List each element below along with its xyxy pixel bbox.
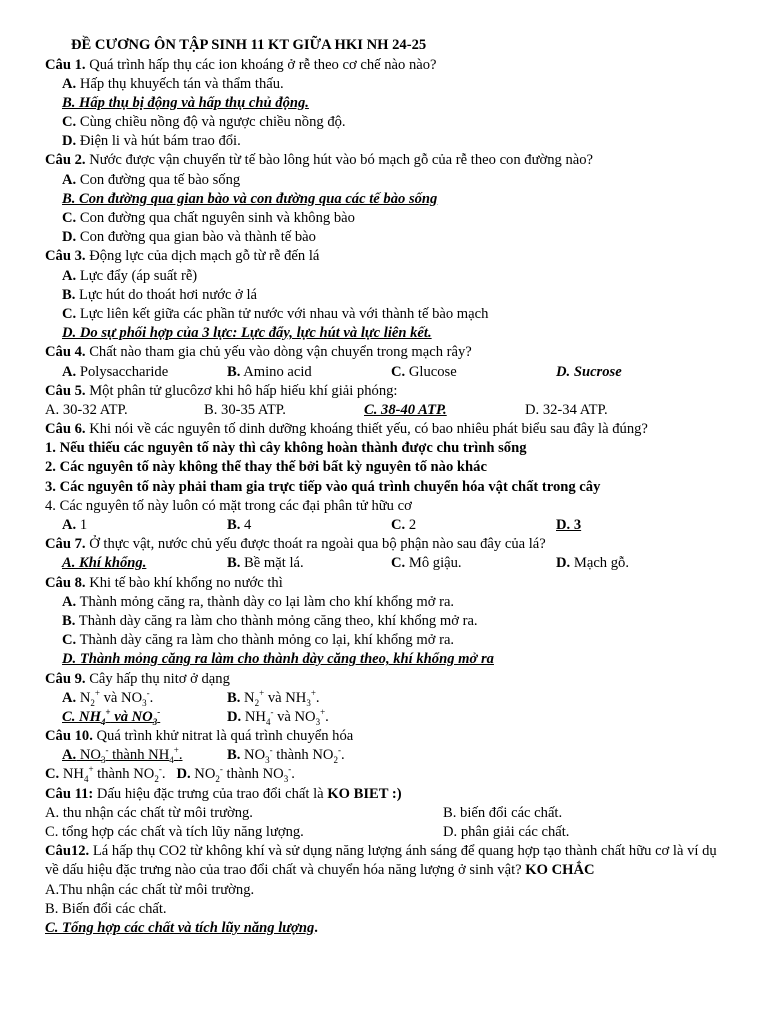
q2-option-c: C. Con đường qua chất nguyên sinh và không bào xyxy=(62,210,355,226)
q11-option-a: A. thu nhận các chất từ môi trường. xyxy=(45,804,253,821)
q6-statement-3: 3. Các nguyên tố này phải tham gia trực tiếp vào quá trình chuyển hóa vật chất trong cây xyxy=(45,478,601,495)
q10-options-row-1 xyxy=(45,746,730,765)
q5-option-a: A. 30-32 ATP. xyxy=(45,401,128,418)
document-page xyxy=(45,36,730,938)
q8-option-c: C. Thành dày căng ra làm cho thành mỏng co lại, khí khổng mở ra. xyxy=(62,632,455,649)
q7-option-a-answer: A. Khí khổng. xyxy=(62,555,147,572)
q9-option-c-answer: C. $NH_4^+$ và $NO_3^-$ xyxy=(62,707,161,727)
question-7: Câu 7. Ở thực vật, nước chủ yếu được thoát ra ngoài qua bộ phận nào sau đây của lá? xyxy=(45,536,546,553)
q3-option-c: C. Lực liên kết giữa các phần tử nước với nhau và với thành tế bào mạch xyxy=(62,305,489,322)
q5-option-b: B. 30-35 ATP. xyxy=(204,401,286,418)
q1-option-c: C. Cùng chiều nồng độ và ngược chiều nồng độ. xyxy=(62,114,346,131)
q4-options xyxy=(45,363,730,382)
q6-statement-4: 4. Các nguyên tố này luôn có mặt trong các đại phân tử hữu cơ xyxy=(45,497,412,514)
q1-option-b-answer: B. Hấp thụ bị động và hấp thụ chủ động. xyxy=(62,94,309,111)
q6-option-a: A. 1 xyxy=(62,517,88,533)
q12-option-b: B. Biến đổi các chất. xyxy=(45,900,167,917)
q9-option-d: D. $NH_4^-$ và $NO_3^+$. xyxy=(227,707,329,727)
q11-options-row-2 xyxy=(45,823,730,842)
q10-option-d: D. $NO_2^-$ thành $NO_3^-$. xyxy=(176,764,295,785)
q6-options xyxy=(45,516,730,535)
q11-options-row-1 xyxy=(45,804,730,823)
q5-option-d: D. 32-34 ATP. xyxy=(525,401,608,418)
q6-statement-1: 1. Nếu thiếu các nguyên tố này thì cây không hoàn thành được chu trình sống xyxy=(45,440,527,457)
question-3: Câu 3. Động lực của dịch mạch gỗ từ rễ đến lá xyxy=(45,248,320,265)
q12-option-a: A.Thu nhận các chất từ môi trường. xyxy=(45,881,255,898)
q6-option-c: C. 2 xyxy=(391,517,417,533)
q7-options xyxy=(45,554,730,573)
q9-options-row-2 xyxy=(45,708,730,727)
q4-option-a: A. Polysaccharide xyxy=(62,363,169,380)
q11-option-d: D. phân giải các chất. xyxy=(443,824,570,840)
q5-options xyxy=(45,401,730,420)
question-5: Câu 5. Một phân tử glucôzơ khi hô hấp hiếu khí giải phóng: xyxy=(45,382,398,399)
question-11: Câu 11: Dấu hiệu đặc trưng của trao đổi chất là KO BIET :) xyxy=(45,785,402,802)
q10-option-b: B. $NO_3^-$ thành $NO_2^-$. xyxy=(227,745,345,766)
q8-option-d-answer: D. Thành mỏng căng ra làm cho thành dày căng theo, khí khổng mở ra xyxy=(62,651,494,668)
q8-option-b: B. Thành dày căng ra làm cho thành mỏng căng theo, khí khổng mở ra. xyxy=(62,612,478,629)
q4-option-b: B. Amino acid xyxy=(227,363,312,380)
q6-option-b: B. 4 xyxy=(227,517,252,533)
question-1: Câu 1. Quá trình hấp thụ các ion khoáng ở rễ theo cơ chế nào nào? xyxy=(45,56,437,73)
q2-option-d: D. Con đường qua gian bào và thành tế bào xyxy=(62,229,316,246)
q9-options-row-1 xyxy=(45,689,730,708)
q2-option-b-answer: B. Con đường qua gian bào và con đường qua các tế bào sống xyxy=(62,190,438,207)
q10-option-c: C. $NH_4^+$ thành $NO_2^-$. xyxy=(45,764,166,785)
q10-options-row-2 xyxy=(45,765,730,784)
q7-option-c: C. Mô giậu. xyxy=(391,555,462,572)
q1-option-a: A. Hấp thụ khuyếch tán và thẩm thấu. xyxy=(62,75,284,92)
question-2: Câu 2. Nước được vận chuyển từ tế bào lông hút vào bó mạch gỗ của rễ theo con đường nào? xyxy=(45,152,594,169)
q7-option-d: D. Mạch gỗ. xyxy=(556,555,629,572)
q4-option-c: C. Glucose xyxy=(391,363,457,380)
q11-option-b: B. biến đổi các chất. xyxy=(443,804,563,821)
q3-option-d-answer: D. Do sự phối hợp của 3 lực: Lực đẩy, lực hút và lực liên kết. xyxy=(62,325,432,342)
q12-option-c-answer: C. Tổng hợp các chất và tích lũy năng lượng. xyxy=(45,919,318,936)
q10-option-a-answer: A. $NO_3^-$ thành $NH_4^+$. xyxy=(62,745,183,766)
q1-option-d: D. Điện li và hút bám trao đổi. xyxy=(62,133,241,150)
question-4: Câu 4. Chất nào tham gia chủ yếu vào dòng vận chuyển trong mạch rây? xyxy=(45,344,472,361)
q6-statement-2: 2. Các nguyên tố này không thể thay thế bởi bất kỳ nguyên tố nào khác xyxy=(45,459,487,476)
q2-option-a: A. Con đường qua tế bào sống xyxy=(62,171,241,188)
document-title: ĐỀ CƯƠNG ÔN TẬP SINH 11 KT GIỮA HKI NH 24-25 xyxy=(71,37,427,53)
q3-option-a: A. Lực đẩy (áp suất rễ) xyxy=(62,267,198,284)
q9-option-a: A. $N_2^+$ và $NO_3^-$. xyxy=(62,687,154,708)
q9-option-b: B. $N_2^+$ và $NH_3^+$. xyxy=(227,687,320,708)
question-12: Câu12. Lá hấp thụ CO2 từ không khí và sử dụng năng lượng ánh sáng để quang hợp tạo thành chất hữu cơ là ví dụ về dấu hiệu đặc trưng nào của trao đổi chất và chuyển hóa năng lượng ở sinh vật? KO CHẮC xyxy=(45,843,717,879)
question-8: Câu 8. Khi tế bào khí khổng no nước thì xyxy=(45,574,283,591)
q4-option-d-answer: D. Sucrose xyxy=(556,363,622,380)
question-9: Câu 9. Cây hấp thụ nitơ ở dạng xyxy=(45,670,230,687)
question-6: Câu 6. Khi nói về các nguyên tố dinh dưỡng khoáng thiết yếu, có bao nhiêu phát biểu sau đây là đúng? xyxy=(45,421,648,438)
q3-option-b: B. Lực hút do thoát hơi nước ở lá xyxy=(62,286,258,303)
q11-option-c: C. tổng hợp các chất và tích lũy năng lượng. xyxy=(45,824,304,840)
q7-option-b: B. Bề mặt lá. xyxy=(227,555,304,572)
q8-option-a: A. Thành mỏng căng ra, thành dày co lại làm cho khí khổng mở ra. xyxy=(62,593,455,610)
q6-option-d-answer: D. 3 xyxy=(556,517,582,533)
q5-option-c-answer: C. 38-40 ATP. xyxy=(364,401,447,418)
question-10: Câu 10. Quá trình khử nitrat là quá trình chuyển hóa xyxy=(45,728,354,745)
